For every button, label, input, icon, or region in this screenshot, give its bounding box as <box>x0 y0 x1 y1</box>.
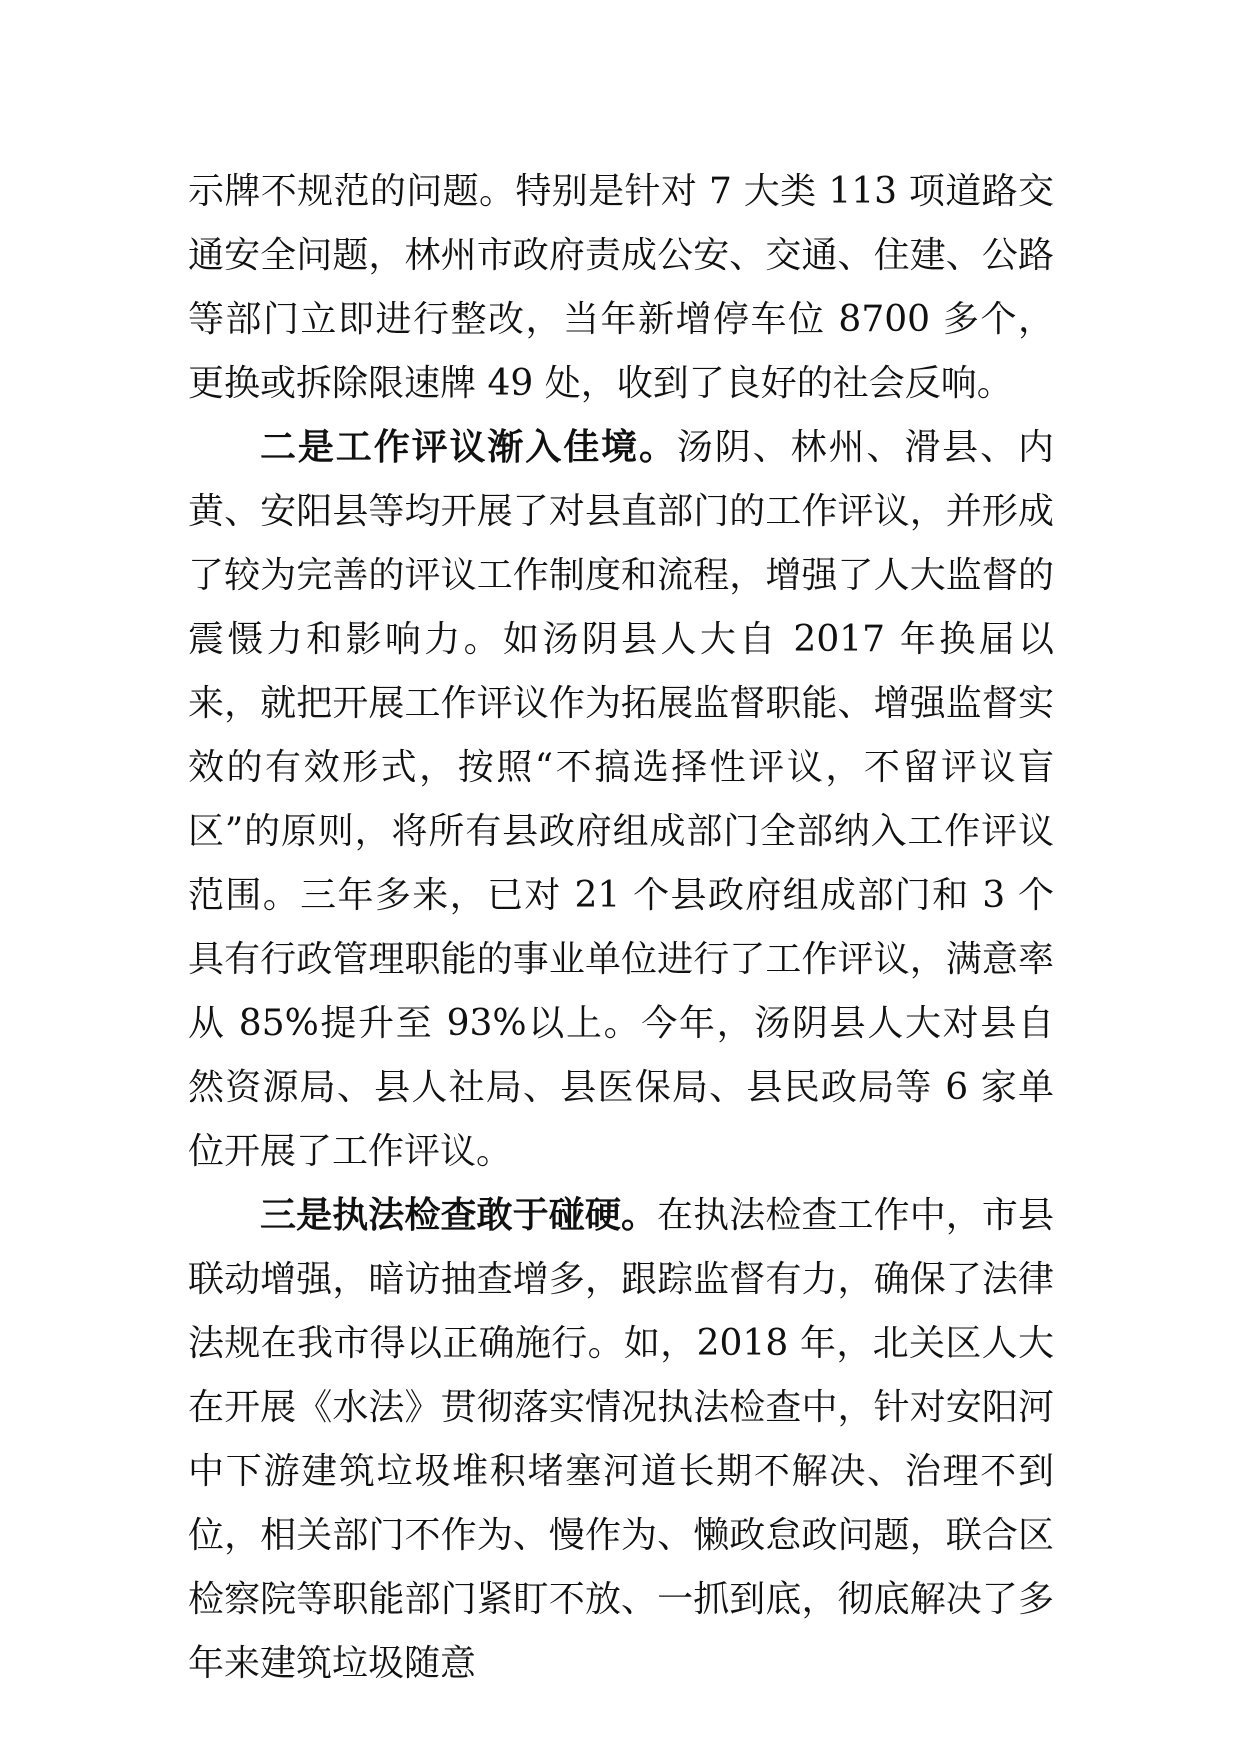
body-text <box>188 160 1054 1696</box>
paragraph-text: 示牌不规范的问题。特别是针对 7 大类 113 项道路交通安全问题，林州市政府责成公安、交通、住建、公路等部门立即进行整改，当年新增停车位 8700 多个，更换或拆除限速牌 49 处，收到了良好的社会反响。 <box>188 171 1054 404</box>
paragraph-continuation <box>188 160 1054 416</box>
paragraph-heading: 二是工作评议渐入佳境。 <box>260 427 677 468</box>
paragraph-heading: 三是执法检查敢于碰硬。 <box>260 1195 658 1236</box>
paragraph-law-enforcement <box>188 1184 1054 1696</box>
paragraph-work-evaluation <box>188 416 1054 1184</box>
paragraph-text: 在执法检查工作中，市县联动增强，暗访抽查增多，跟踪监督有力，确保了法律法规在我市得以正确施行。如，2018 年，北关区人大在开展《水法》贯彻落实情况执法检查中，针对安阳河中下游建筑垃圾堆积堵塞河道长期不解决、治理不到位，相关部门不作为、慢作为、懒政怠政问题，联合区检察院等职能部门紧盯不放、一抓到底，彻底解决了多年来建筑垃圾随意 <box>188 1195 1054 1684</box>
paragraph-text: 汤阴、林州、滑县、内黄、安阳县等均开展了对县直部门的工作评议，并形成了较为完善的评议工作制度和流程，增强了人大监督的震慑力和影响力。如汤阴县人大自 2017 年换届以来，就把开展工作评议作为拓展监督职能、增强监督实效的有效形式，按照“不搞选择性评议，不留评议盲区”的原则，将所有县政府组成部门全部纳入工作评议范围。三年多来，已对 21 个县政府组成部门和 3 个具有行政管理职能的事业单位进行了工作评议，满意率从 85%提升至 93%以上。今年，汤阴县人大对县自然资源局、县人社局、县医保局、县民政局等 6 家单位开展了工作评议。 <box>188 427 1054 1172</box>
